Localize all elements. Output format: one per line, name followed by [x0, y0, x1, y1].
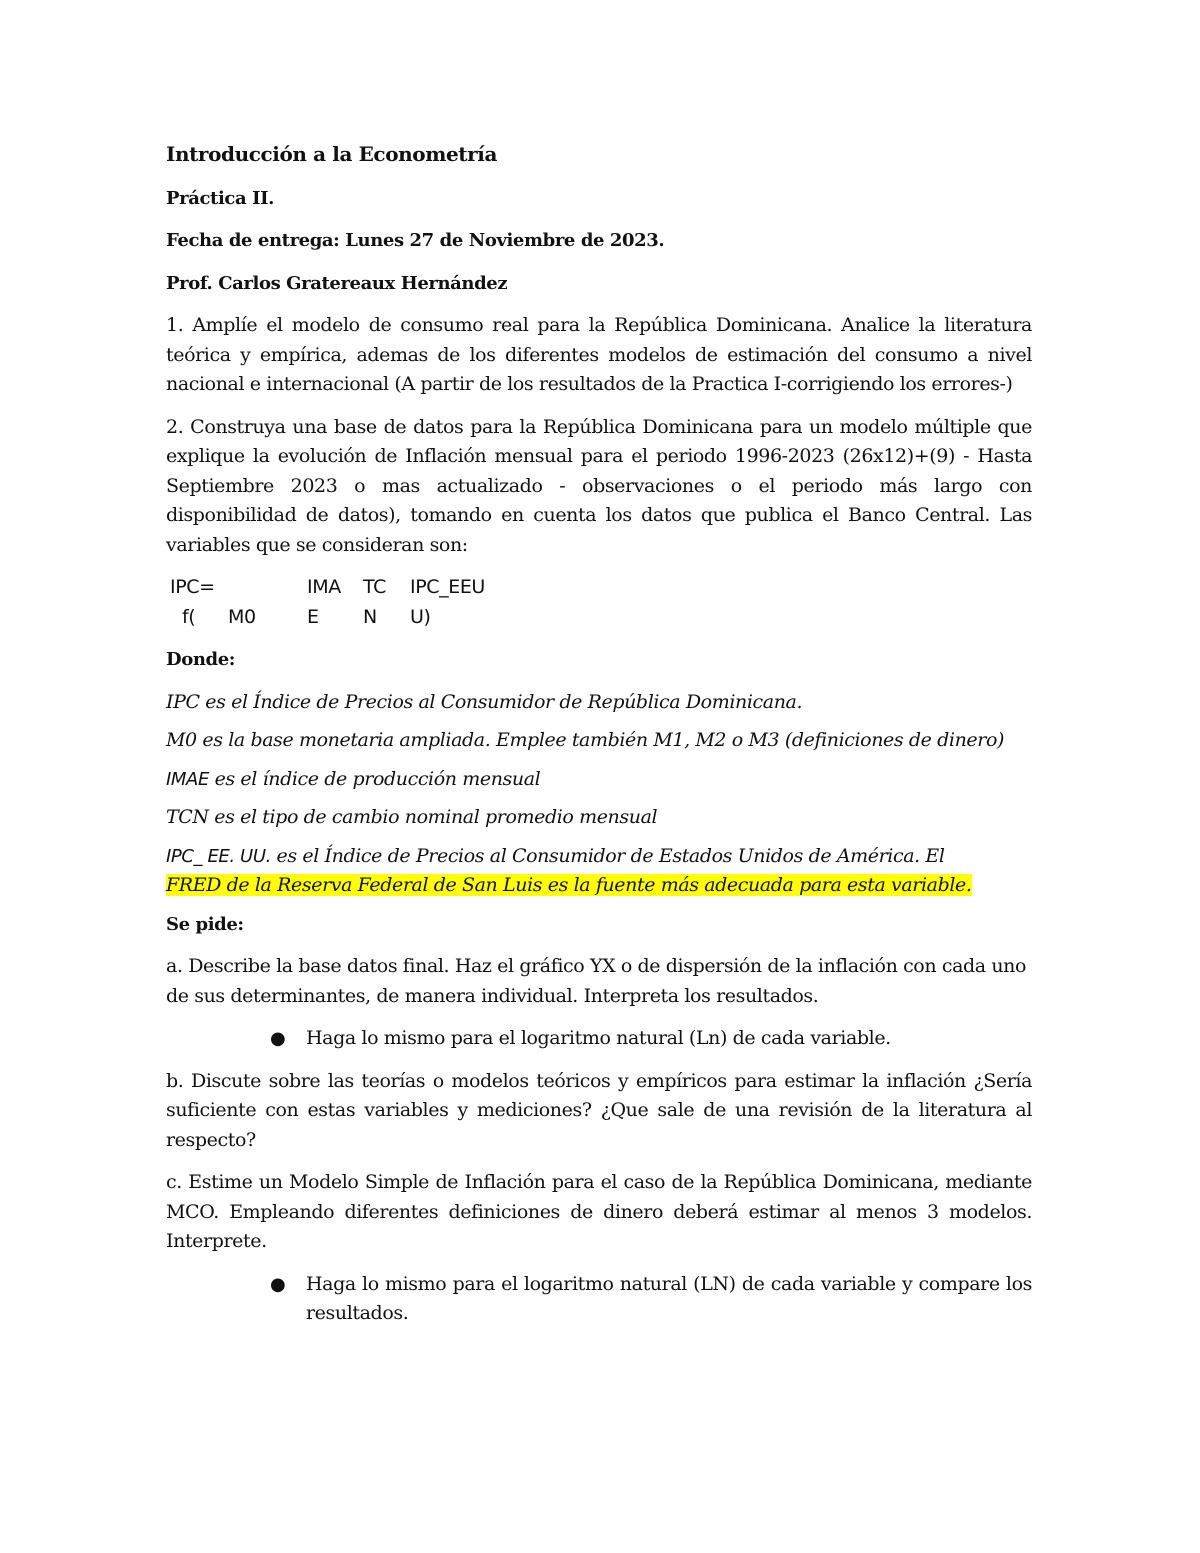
definition-imae — [166, 765, 1032, 795]
definition-ipc-eeuu-variable: IPC_ EE. UU. — [166, 845, 271, 867]
formula-m0: M0 — [228, 606, 256, 628]
practice-label: Práctica II. — [166, 187, 274, 209]
task-a-bullet — [166, 1024, 1032, 1054]
document-body — [166, 140, 1032, 1342]
bullet-icon: ● — [270, 1273, 286, 1295]
definition-imae-text: es el índice de producción mensual — [208, 767, 541, 790]
formula-u: U) — [410, 606, 431, 628]
formula-e: E — [307, 606, 319, 628]
formula-ipc: IPC= — [170, 576, 215, 598]
model-formula — [166, 573, 1032, 633]
bullet-icon: ● — [270, 1028, 286, 1049]
due-date: Fecha de entrega: Lunes 27 de Noviembre de 2023. — [166, 230, 665, 251]
formula-ipc-eeu: IPC_EEU — [410, 576, 485, 598]
donde-heading: Donde: — [166, 649, 235, 670]
se-pide-heading: Se pide: — [166, 913, 244, 935]
formula-ima: IMA — [307, 576, 341, 598]
professor-name: Prof. Carlos Gratereaux Hernández — [166, 272, 508, 294]
definition-ipc: IPC es el Índice de Precios al Consumidor de República Dominicana. — [166, 690, 803, 713]
definition-m0: M0 es la base monetaria ampliada. Emplee también M1, M2 o M3 (definiciones de dinero) — [166, 729, 1004, 751]
formula-n: N — [363, 606, 377, 628]
formula-tc: TC — [363, 576, 386, 598]
highlighted-fred-note: FRED de la Reserva Federal de San Luis es la fuente más adecuada para esta variable. — [166, 874, 972, 896]
task-c-bullet-text: Haga lo mismo para el logaritmo natural (LN) de cada variable y compare los resultados. — [306, 1272, 1032, 1324]
item-1: 1. Amplíe el modelo de consumo real para la República Dominicana. Analice la literatura teórica y empírica, ademas de los diferentes modelos de estimación del consumo a nivel nacional e internacional (A partir de los resultados de la Practica I-corrigiendo los errores-) — [166, 314, 1032, 395]
definition-imae-variable: IMAE — [166, 768, 209, 790]
definition-tcn: TCN es el tipo de cambio nominal promedio mensual — [166, 806, 658, 828]
definition-ipc-eeuu — [166, 842, 1032, 901]
task-b: b. Discute sobre las teorías o modelos teóricos y empíricos para estimar la inflación ¿Sería suficiente con estas variables y mediciones? ¿Que sale de una revisión de la literatura al respecto? — [166, 1069, 1032, 1151]
formula-f: f( — [182, 606, 196, 628]
task-c-bullet — [166, 1270, 1032, 1329]
definition-ipc-eeuu-text: es el Índice de Precios al Consumidor de Estados Unidos de América. El — [270, 844, 945, 867]
task-a: a. Describe la base datos final. Haz el gráfico YX o de dispersión de la inflación con cada uno de sus determinantes, de manera individual. Interpreta los resultados. — [166, 955, 1027, 1007]
document-title: Introducción a la Econometría — [166, 142, 498, 166]
item-2: 2. Construya una base de datos para la República Dominicana para un modelo múltiple que explique la evolución de Inflación mensual para el periodo 1996-2023 (26x12)+(9) - Hasta Septiembre 2023 o mas actualizado - observaciones o el periodo más largo con disponibilidad de datos), tomando en cuenta los datos que publica el Banco Central. Las variables que se consideran son: — [166, 415, 1032, 556]
task-c: c. Estime un Modelo Simple de Inflación para el caso de la República Dominicana, mediante MCO. Empleando diferentes definiciones de dinero deberá estimar al menos 3 modelos. Interprete. — [166, 1171, 1032, 1252]
task-a-bullet-text: Haga lo mismo para el logaritmo natural (Ln) de cada variable. — [306, 1027, 891, 1049]
